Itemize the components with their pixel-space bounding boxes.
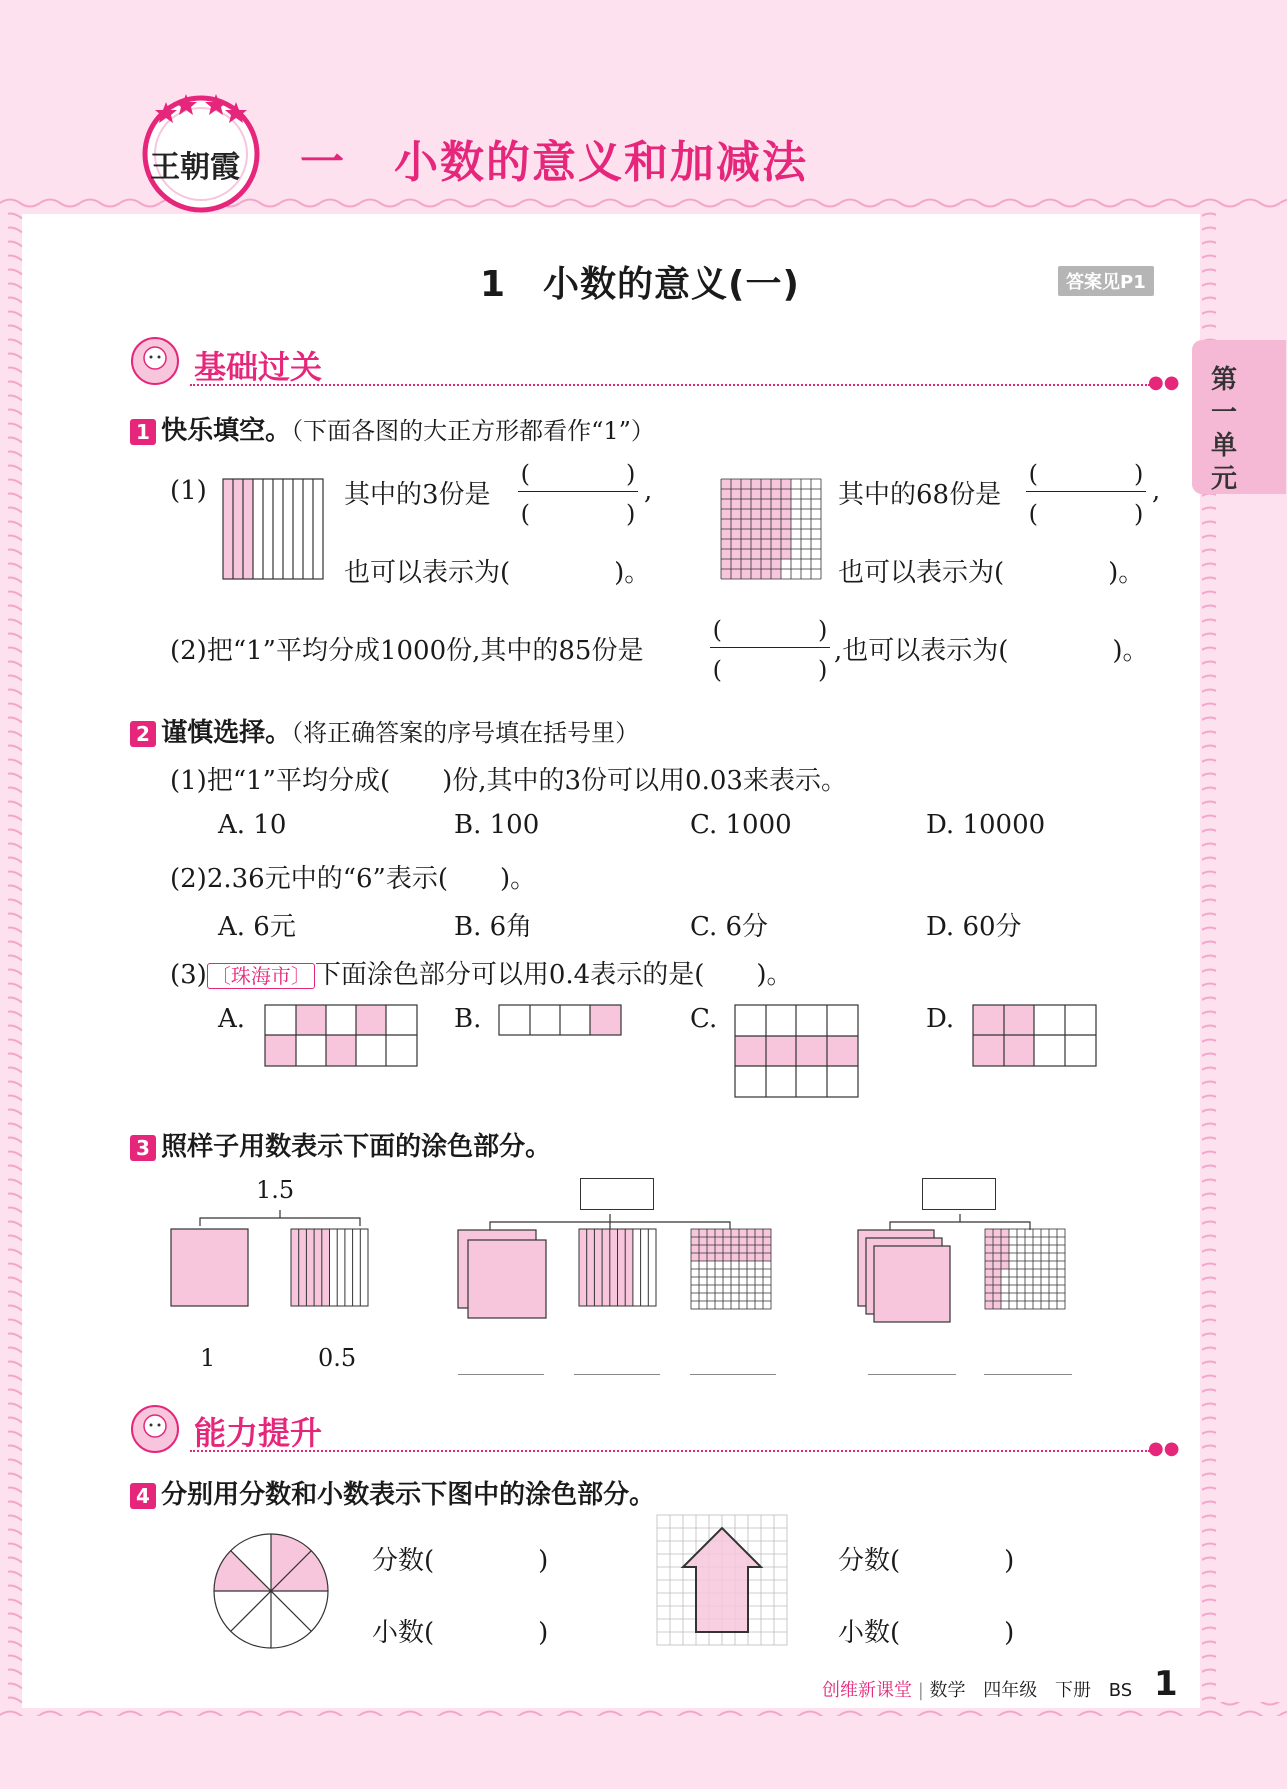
example-part-2: 0.5 [318, 1344, 357, 1372]
section-divider [190, 384, 1150, 386]
answer-reference-tag: 答案见P1 [1058, 266, 1154, 296]
answer-blank[interactable] [458, 1374, 544, 1375]
footer-grade: 四年级 [983, 1680, 1038, 1701]
mascot-icon [130, 336, 180, 386]
q2-sub2-option-c[interactable]: C. 6分 [690, 912, 769, 942]
q2-title: 谨慎选择。 [161, 718, 292, 748]
section-basic-title: 基础过关 [194, 348, 323, 386]
example-half-square [290, 1228, 370, 1308]
unit-side-tab-label: 第一单元 [1210, 365, 1237, 494]
q2-sub3-number: (3) [170, 960, 207, 990]
example-part-1: 1 [200, 1344, 216, 1372]
q1-left-also[interactable]: 也可以表示为( )。 [344, 558, 651, 588]
triple-squares-figure [856, 1228, 956, 1328]
example-total: 1.5 [256, 1176, 295, 1204]
q2-sub3-option-d[interactable]: D. [926, 1004, 955, 1034]
hundredths-figure-1 [690, 1228, 772, 1310]
option-b-grid [498, 1004, 623, 1036]
q1-right-also[interactable]: 也可以表示为( )。 [838, 558, 1145, 588]
q2-heading [130, 712, 639, 749]
q2-sub2-option-a[interactable]: A. 6元 [218, 912, 296, 942]
fraction-denominator: ( ) [1028, 500, 1144, 528]
q2-sub2-option-b[interactable]: B. 6角 [454, 912, 533, 942]
logo-text: 王朝霞 [150, 150, 240, 185]
answer-box[interactable] [922, 1178, 996, 1210]
chapter-number: 一 [300, 137, 346, 188]
fraction-denominator: ( ) [520, 500, 636, 528]
q1-part2-fraction[interactable] [710, 610, 830, 685]
q1-number: 1 [130, 419, 156, 445]
lesson-title: 1 小数的意义(一) [480, 264, 800, 305]
fraction-numerator: ( ) [520, 460, 636, 488]
option-c-grid [734, 1004, 860, 1099]
q4-right-decimal[interactable]: 小数( ) [838, 1618, 1015, 1648]
example-whole-square [170, 1228, 250, 1308]
q4-title: 分别用分数和小数表示下图中的涂色部分。 [161, 1480, 656, 1510]
q2-sub1-option-d[interactable]: D. 10000 [926, 810, 1046, 840]
answer-blank[interactable] [868, 1374, 956, 1375]
answer-blank[interactable] [574, 1374, 660, 1375]
q4-left-decimal[interactable]: 小数( ) [372, 1618, 549, 1648]
q2-sub3-option-a[interactable]: A. [218, 1004, 246, 1034]
section-advanced-title: 能力提升 [194, 1414, 323, 1452]
footer-info: 创维新课堂 | 数学 四年级 下册 BS [822, 1680, 1133, 1701]
q3-title: 照样子用数表示下面的涂色部分。 [161, 1132, 552, 1162]
footer-edition: BS [1108, 1680, 1133, 1701]
page-number: 1 [1154, 1664, 1178, 1704]
q2-sub2-option-d[interactable]: D. 60分 [926, 912, 1022, 942]
hundredths-figure-2 [984, 1228, 1066, 1310]
q1-left-fraction[interactable] [518, 454, 638, 529]
q2-sub1[interactable]: (1)把“1”平均分成( )份,其中的3份可以用0.03来表示。 [170, 766, 847, 796]
q2-sub3[interactable] [170, 954, 792, 991]
tenths-strip-figure [578, 1228, 658, 1308]
unit-side-tab[interactable] [1192, 340, 1286, 494]
chapter-title: 小数的意义和加减法 [394, 137, 808, 188]
q1-part1-label: (1) [170, 476, 207, 506]
q1-heading [130, 410, 655, 447]
q1-left-text: 其中的3份是 [344, 480, 491, 510]
q2-sub1-option-c[interactable]: C. 1000 [690, 810, 792, 840]
q2-hint: （将正确答案的序号填在括号里） [291, 719, 640, 747]
section-divider [190, 1450, 1150, 1452]
q2-sub3-option-c[interactable]: C. [690, 1004, 718, 1034]
q2-number: 2 [130, 721, 156, 747]
q2-sub1-option-b[interactable]: B. 100 [454, 810, 540, 840]
arrow-grid-figure [656, 1514, 790, 1648]
answer-blank[interactable] [690, 1374, 776, 1375]
answer-box[interactable] [580, 1178, 654, 1210]
footer-volume: 下册 [1054, 1680, 1091, 1701]
q1-right-fraction[interactable] [1026, 454, 1146, 529]
chapter-heading [300, 126, 808, 190]
q1-title: 快乐填空。 [161, 416, 292, 446]
answer-blank[interactable] [984, 1374, 1072, 1375]
stacked-squares-figure [456, 1228, 552, 1320]
fraction-numerator: ( ) [712, 616, 828, 644]
example-brace [160, 1206, 380, 1230]
mascot-icon [130, 1404, 180, 1454]
dots-icon: ●● [1148, 1438, 1180, 1459]
q4-right-fraction[interactable]: 分数( ) [838, 1546, 1015, 1576]
dots-icon: ●● [1148, 372, 1180, 393]
q2-sub1-option-a[interactable]: A. 10 [218, 810, 287, 840]
region-tag: 〔珠海市〕 [207, 963, 315, 989]
option-a-grid [264, 1004, 419, 1068]
q4-number: 4 [130, 1483, 156, 1509]
q1-part2-text: (2)把“1”平均分成1000份,其中的85份是 [170, 636, 644, 666]
q2-sub3-text: 下面涂色部分可以用0.4表示的是( )。 [314, 960, 793, 990]
circle-eighths-figure [210, 1530, 332, 1652]
option-d-grid [972, 1004, 1098, 1068]
q4-heading [130, 1474, 655, 1511]
q2-sub2[interactable]: (2)2.36元中的“6”表示( )。 [170, 864, 537, 894]
comma: , [644, 476, 653, 506]
q1-part2-post[interactable]: ,也可以表示为( )。 [834, 636, 1149, 666]
fraction-denominator: ( ) [712, 656, 828, 684]
comma: , [1152, 476, 1161, 506]
footer-subject: 数学 [929, 1680, 966, 1701]
q4-left-fraction[interactable]: 分数( ) [372, 1546, 549, 1576]
q3-number: 3 [130, 1135, 156, 1161]
q3-heading [130, 1126, 551, 1163]
q1-hint: （下面各图的大正方形都看作“1”） [291, 417, 655, 445]
fraction-numerator: ( ) [1028, 460, 1144, 488]
q1-right-text: 其中的68份是 [838, 480, 1002, 510]
hundredths-grid-figure [720, 478, 824, 580]
tenths-grid-figure [222, 478, 326, 580]
q2-sub3-option-b[interactable]: B. [454, 1004, 482, 1034]
footer-brand: 创维新课堂 [822, 1680, 912, 1701]
